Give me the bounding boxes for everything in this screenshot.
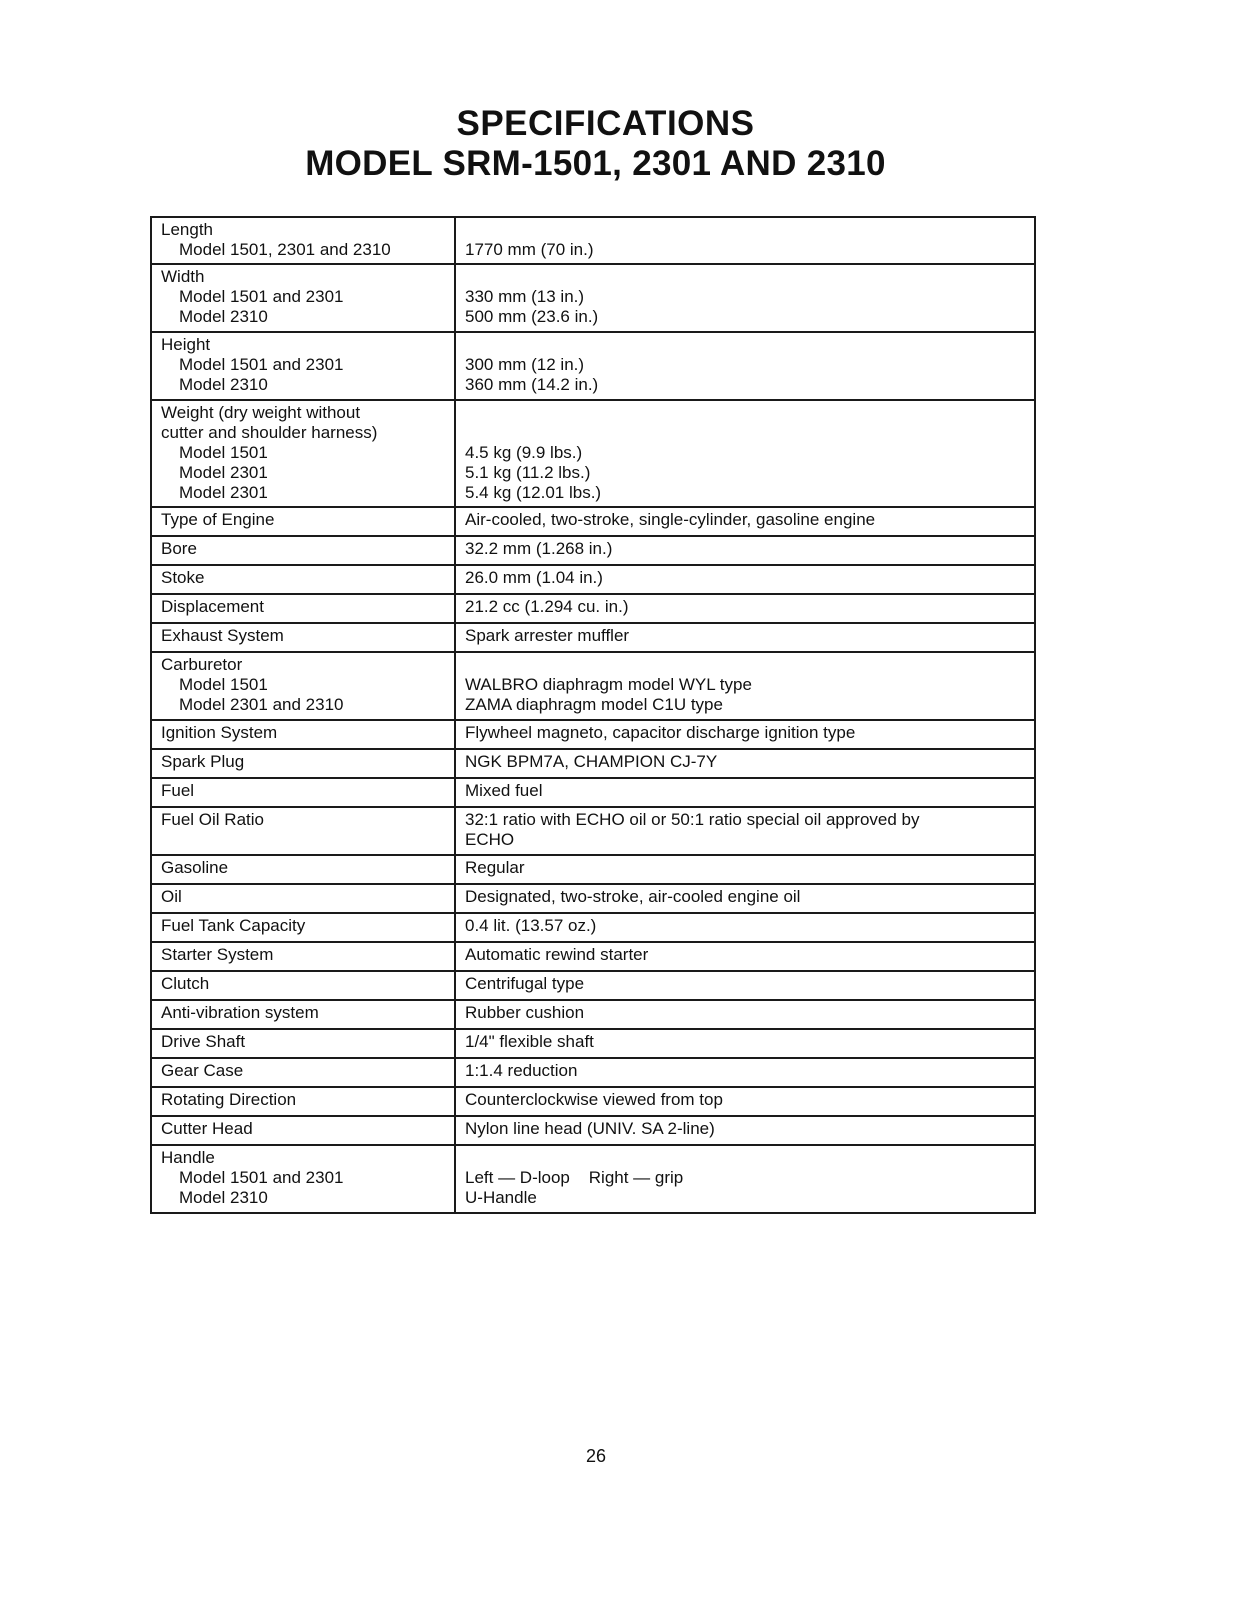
spec-label-cell: [151, 1029, 455, 1058]
spec-label: Carburetor: [161, 655, 243, 674]
spec-value: [465, 1148, 1026, 1168]
spec-label: Fuel Oil Ratio: [161, 810, 264, 829]
spec-value: Rubber cushion: [465, 1003, 585, 1022]
spec-label: Weight (dry weight without: [161, 403, 361, 422]
spec-sublabel: Model 1501 and 2301: [179, 287, 344, 306]
spec-label: Clutch: [161, 974, 210, 993]
table-row: [151, 749, 1035, 778]
spec-value: [465, 335, 1026, 355]
spec-value: Counterclockwise viewed from top: [465, 1090, 723, 1109]
table-row: [151, 264, 1035, 332]
table-row: [151, 400, 1035, 507]
spec-label-cell: [151, 400, 455, 507]
spec-label-cell: [151, 1087, 455, 1116]
spec-label: Spark Plug: [161, 752, 245, 771]
spec-label: cutter and shoulder harness): [161, 423, 378, 442]
page-number: 26: [586, 1446, 607, 1466]
spec-label: Fuel: [161, 781, 195, 800]
spec-value-cell: [455, 623, 1035, 652]
spec-value-cell: [455, 1029, 1035, 1058]
spec-value: Mixed fuel: [465, 781, 543, 800]
spec-value: [465, 267, 1026, 287]
table-row: [151, 913, 1035, 942]
spec-value: WALBRO diaphragm model WYL type: [465, 675, 752, 694]
spec-sublabel: Model 2301 and 2310: [179, 695, 344, 714]
spec-value-cell: [455, 942, 1035, 971]
spec-label: Width: [161, 267, 205, 286]
spec-sublabel: Model 1501 and 2301: [179, 1168, 344, 1187]
spec-label-cell: [151, 971, 455, 1000]
spec-label-cell: [151, 855, 455, 884]
table-row: [151, 565, 1035, 594]
spec-sublabel: Model 1501: [179, 675, 268, 694]
spec-label: Ignition System: [161, 723, 278, 742]
spec-label-cell: [151, 778, 455, 807]
spec-value: 1:1.4 reduction: [465, 1061, 578, 1080]
table-row: [151, 1116, 1035, 1145]
spec-value-cell: [455, 1000, 1035, 1029]
spec-label-cell: [151, 264, 455, 332]
spec-value-cell: [455, 652, 1035, 720]
spec-value: Flywheel magneto, capacitor discharge ignition type: [465, 723, 856, 742]
spec-label-cell: [151, 332, 455, 400]
spec-value-cell: [455, 217, 1035, 264]
table-row: [151, 1058, 1035, 1087]
spec-label-cell: [151, 507, 455, 536]
table-row: [151, 332, 1035, 400]
spec-value-cell: [455, 565, 1035, 594]
spec-sublabel: Model 2301: [179, 463, 268, 482]
spec-label: Stoke: [161, 568, 205, 587]
spec-label-cell: [151, 749, 455, 778]
spec-sublabel: Model 2310: [179, 375, 268, 394]
table-row: [151, 884, 1035, 913]
table-row: [151, 507, 1035, 536]
spec-value: Air-cooled, two-stroke, single-cylinder, gasoline engine: [465, 510, 876, 529]
table-row: [151, 623, 1035, 652]
spec-value: 500 mm (23.6 in.): [465, 307, 599, 326]
spec-value: ZAMA diaphragm model C1U type: [465, 695, 723, 714]
spec-value-cell: [455, 507, 1035, 536]
spec-value: Spark arrester muffler: [465, 626, 630, 645]
spec-label-cell: [151, 565, 455, 594]
spec-value: [465, 403, 1026, 423]
spec-value-cell: [455, 971, 1035, 1000]
spec-value-cell: [455, 400, 1035, 507]
spec-value: [465, 220, 1026, 240]
spec-label: Displacement: [161, 597, 264, 616]
specifications-table: [150, 216, 1036, 1214]
spec-label: Oil: [161, 887, 182, 906]
spec-value-cell: [455, 807, 1035, 855]
spec-label: Height: [161, 335, 211, 354]
spec-label-cell: [151, 536, 455, 565]
spec-label: Starter System: [161, 945, 274, 964]
table-row: [151, 942, 1035, 971]
table-row: [151, 807, 1035, 855]
spec-value: 330 mm (13 in.): [465, 287, 585, 306]
spec-value: ECHO: [465, 830, 515, 849]
spec-label-cell: [151, 1000, 455, 1029]
spec-label-cell: [151, 1116, 455, 1145]
spec-value-cell: [455, 1116, 1035, 1145]
spec-value: Automatic rewind starter: [465, 945, 649, 964]
spec-label-cell: [151, 623, 455, 652]
spec-label-cell: [151, 217, 455, 264]
table-row: [151, 217, 1035, 264]
spec-value-cell: [455, 720, 1035, 749]
spec-value: Left — D-loop Right — grip: [465, 1168, 684, 1187]
spec-value: U-Handle: [465, 1188, 537, 1207]
spec-value: NGK BPM7A, CHAMPION CJ-7Y: [465, 752, 718, 771]
spec-value: 21.2 cc (1.294 cu. in.): [465, 597, 629, 616]
spec-label: Bore: [161, 539, 197, 558]
table-row: [151, 594, 1035, 623]
table-row: [151, 855, 1035, 884]
title-line-2: MODEL SRM-1501, 2301 AND 2310: [305, 144, 886, 183]
spec-label: Gasoline: [161, 858, 229, 877]
table-row: [151, 652, 1035, 720]
spec-label-cell: [151, 942, 455, 971]
spec-value: 4.5 kg (9.9 lbs.): [465, 443, 583, 462]
spec-sublabel: Model 2310: [179, 307, 268, 326]
spec-value: Designated, two-stroke, air-cooled engine oil: [465, 887, 801, 906]
table-row: [151, 1087, 1035, 1116]
spec-value: Regular: [465, 858, 525, 877]
spec-value-cell: [455, 749, 1035, 778]
spec-value-cell: [455, 913, 1035, 942]
spec-label-cell: [151, 807, 455, 855]
spec-value-cell: [455, 536, 1035, 565]
spec-label: Exhaust System: [161, 626, 284, 645]
spec-value-cell: [455, 778, 1035, 807]
spec-value: 360 mm (14.2 in.): [465, 375, 599, 394]
spec-value: [465, 655, 1026, 675]
spec-label: Cutter Head: [161, 1119, 253, 1138]
table-row: [151, 1000, 1035, 1029]
table-row: [151, 536, 1035, 565]
table-row: [151, 720, 1035, 749]
spec-value-cell: [455, 855, 1035, 884]
spec-label-cell: [151, 594, 455, 623]
spec-sublabel: Model 1501, 2301 and 2310: [179, 240, 391, 259]
spec-label: Drive Shaft: [161, 1032, 246, 1051]
spec-value: 5.4 kg (12.01 lbs.): [465, 483, 602, 502]
spec-value-cell: [455, 1087, 1035, 1116]
spec-sublabel: Model 2310: [179, 1188, 268, 1207]
spec-label-cell: [151, 720, 455, 749]
table-row: [151, 778, 1035, 807]
spec-value-cell: [455, 332, 1035, 400]
spec-label-cell: [151, 884, 455, 913]
spec-value-cell: [455, 1058, 1035, 1087]
spec-label: Gear Case: [161, 1061, 244, 1080]
spec-value: 0.4 lit. (13.57 oz.): [465, 916, 597, 935]
spec-sublabel: Model 1501: [179, 443, 268, 462]
spec-value: Nylon line head (UNIV. SA 2-line): [465, 1119, 715, 1138]
spec-value: 26.0 mm (1.04 in.): [465, 568, 603, 587]
spec-value-cell: [455, 264, 1035, 332]
spec-value: 1/4" flexible shaft: [465, 1032, 594, 1051]
table-row: [151, 971, 1035, 1000]
spec-value: 32.2 mm (1.268 in.): [465, 539, 613, 558]
table-row: [151, 1145, 1035, 1213]
spec-value-cell: [455, 1145, 1035, 1213]
spec-label: Length: [161, 220, 213, 239]
spec-label: Handle: [161, 1148, 215, 1167]
page-title: [0, 104, 1241, 184]
spec-value-cell: [455, 884, 1035, 913]
spec-sublabel: Model 1501 and 2301: [179, 355, 344, 374]
table-row: [151, 1029, 1035, 1058]
spec-sublabel: Model 2301: [179, 483, 268, 502]
spec-value: 32:1 ratio with ECHO oil or 50:1 ratio special oil approved by: [465, 810, 920, 829]
spec-value: Centrifugal type: [465, 974, 585, 993]
spec-label: Fuel Tank Capacity: [161, 916, 306, 935]
spec-label-cell: [151, 1058, 455, 1087]
spec-label: Anti-vibration system: [161, 1003, 319, 1022]
spec-label-cell: [151, 1145, 455, 1213]
spec-label: Rotating Direction: [161, 1090, 297, 1109]
spec-value-cell: [455, 594, 1035, 623]
spec-value: [465, 423, 1026, 443]
title-line-1: SPECIFICATIONS: [456, 104, 755, 143]
spec-value: 300 mm (12 in.): [465, 355, 585, 374]
spec-value: 5.1 kg (11.2 lbs.): [465, 463, 591, 482]
spec-label: Type of Engine: [161, 510, 275, 529]
spec-label-cell: [151, 913, 455, 942]
spec-label-cell: [151, 652, 455, 720]
spec-value: 1770 mm (70 in.): [465, 240, 594, 259]
